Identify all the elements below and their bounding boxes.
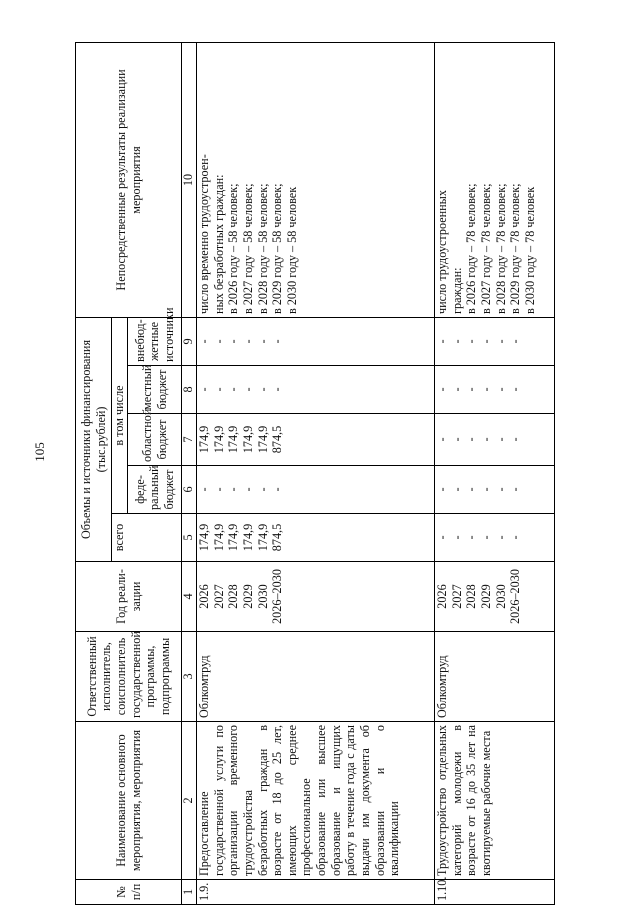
header-num: № п/п xyxy=(76,880,182,905)
federal-value: - xyxy=(478,487,493,492)
col-number: 3 xyxy=(182,632,197,722)
total-cell xyxy=(435,514,555,562)
federal-value: - xyxy=(493,487,508,492)
federal-cell xyxy=(435,466,555,514)
local-value: - xyxy=(493,387,508,392)
total-value: 174,9 xyxy=(211,523,226,552)
total-value: 874,5 xyxy=(270,523,285,552)
header-extra: внебюд-жетные источники xyxy=(128,317,182,365)
total-value: 174,9 xyxy=(226,523,241,552)
extra-cell xyxy=(435,317,555,365)
regional-value: 174,9 xyxy=(197,425,211,454)
extra-value: - xyxy=(270,339,285,344)
total-value: - xyxy=(449,535,464,540)
executor: Облкомтруд xyxy=(197,632,435,722)
federal-value: - xyxy=(226,487,241,492)
result-line: ных безработных граждан: xyxy=(211,174,226,314)
result-line: в 2029 году – 78 человек; xyxy=(508,183,523,314)
result-line: в 2027 году – 58 человек; xyxy=(240,183,255,314)
local-value: - xyxy=(226,387,241,392)
result-line: в 2029 году – 58 человек; xyxy=(270,183,285,314)
executor: Облкомтруд xyxy=(435,632,555,722)
extra-value: - xyxy=(449,339,464,344)
regional-value: - xyxy=(478,437,493,442)
result-line: число временно трудоустроен- xyxy=(197,154,211,314)
extra-value: - xyxy=(255,339,270,344)
regional-value: 174,9 xyxy=(255,425,270,454)
row-number: 1.10. xyxy=(435,880,555,905)
regional-value: 874,5 xyxy=(270,425,285,454)
header-year: Год реали-зации xyxy=(76,562,182,632)
col-number: 5 xyxy=(182,514,197,562)
extra-value: - xyxy=(211,339,226,344)
header-total: всего xyxy=(112,514,182,562)
event-name: Предоставление государственной услуги по организации временного трудоустройства безработных граждан в возрасте от 18 до 25 лет, имеющих среднее профессиональное образование или высшее образование и ищущих работу в течение года с даты выдачи им документа об образовании и о квалификации xyxy=(197,722,435,880)
page-number: 105 xyxy=(32,442,47,462)
total-value: - xyxy=(508,535,523,540)
table-header xyxy=(76,42,197,904)
year-value: 2026–2030 xyxy=(508,569,523,624)
regional-value: 174,9 xyxy=(240,425,255,454)
total-value: 174,9 xyxy=(240,523,255,552)
rotated-table-container xyxy=(75,43,640,905)
header-including: в том числе xyxy=(112,317,128,513)
result-line: число трудоустроенных xyxy=(435,190,449,314)
header-regional: областной бюджет xyxy=(128,414,182,466)
federal-value: - xyxy=(240,487,255,492)
table-row xyxy=(435,42,555,904)
result-line: в 2028 году – 78 человек; xyxy=(493,183,508,314)
federal-value: - xyxy=(435,487,449,492)
year-value: 2026–2030 xyxy=(270,569,285,624)
extra-value: - xyxy=(464,339,479,344)
extra-value: - xyxy=(226,339,241,344)
event-name: Трудоустройство отдельных категорий молодежи в возрасте от 16 до 35 лет на квотируемые рабочие места xyxy=(435,722,555,880)
extra-cell xyxy=(197,317,435,365)
local-value: - xyxy=(449,387,464,392)
total-value: - xyxy=(478,535,493,540)
col-number: 9 xyxy=(182,317,197,365)
regional-value: - xyxy=(449,437,464,442)
regional-value: 174,9 xyxy=(226,425,241,454)
result-line: в 2027 году – 78 человек; xyxy=(478,183,493,314)
year-value: 2029 xyxy=(240,584,255,609)
regional-value: - xyxy=(464,437,479,442)
years-cell xyxy=(197,562,435,632)
year-value: 2026 xyxy=(435,584,449,609)
col-number: 2 xyxy=(182,722,197,880)
extra-value: - xyxy=(435,339,449,344)
extra-value: - xyxy=(240,339,255,344)
results-cell xyxy=(197,42,435,317)
total-value: - xyxy=(435,535,449,540)
col-number: 1 xyxy=(182,880,197,905)
result-line: граждан: xyxy=(449,267,464,314)
col-number: 6 xyxy=(182,466,197,514)
table-row xyxy=(197,42,435,904)
result-line: в 2026 году – 78 человек; xyxy=(464,183,479,314)
col-number: 4 xyxy=(182,562,197,632)
year-value: 2028 xyxy=(464,584,479,609)
result-line: в 2030 году – 78 человек xyxy=(522,186,537,314)
years-cell xyxy=(435,562,555,632)
header-name: Наименование основного мероприятия, мероприятия xyxy=(76,722,182,880)
regional-value: - xyxy=(493,437,508,442)
year-value: 2027 xyxy=(211,584,226,609)
extra-value: - xyxy=(508,339,523,344)
total-value: - xyxy=(493,535,508,540)
results-cell xyxy=(435,42,555,317)
extra-value: - xyxy=(493,339,508,344)
local-value: - xyxy=(270,387,285,392)
federal-value: - xyxy=(255,487,270,492)
extra-value: - xyxy=(197,339,211,344)
header-executor: Ответственный исполнитель, соисполнитель государственной программы, подпрограммы xyxy=(76,632,182,722)
total-value: - xyxy=(464,535,479,540)
header-federal: феде-ральный бюджет xyxy=(128,466,182,514)
result-line: в 2026 году – 58 человек; xyxy=(226,183,241,314)
year-value: 2030 xyxy=(255,584,270,609)
local-cell xyxy=(435,366,555,414)
local-value: - xyxy=(508,387,523,392)
row-number: 1.9. xyxy=(197,880,435,905)
col-number: 8 xyxy=(182,366,197,414)
result-line: в 2028 году – 58 человек; xyxy=(255,183,270,314)
extra-value: - xyxy=(478,339,493,344)
local-value: - xyxy=(435,387,449,392)
federal-value: - xyxy=(508,487,523,492)
federal-value: - xyxy=(197,487,211,492)
federal-value: - xyxy=(270,487,285,492)
year-value: 2026 xyxy=(197,584,211,609)
local-value: - xyxy=(255,387,270,392)
federal-value: - xyxy=(464,487,479,492)
col-number: 7 xyxy=(182,414,197,466)
regional-cell xyxy=(435,414,555,466)
header-financing: Объемы и источники финансирования (тыс.рублей) xyxy=(76,317,112,561)
year-value: 2029 xyxy=(478,584,493,609)
regional-cell xyxy=(197,414,435,466)
year-value: 2027 xyxy=(449,584,464,609)
federal-value: - xyxy=(211,487,226,492)
financing-table xyxy=(75,42,555,905)
local-value: - xyxy=(240,387,255,392)
federal-value: - xyxy=(449,487,464,492)
year-value: 2028 xyxy=(226,584,241,609)
total-value: 174,9 xyxy=(197,523,211,552)
regional-value: - xyxy=(435,437,449,442)
local-value: - xyxy=(478,387,493,392)
regional-value: - xyxy=(508,437,523,442)
federal-cell xyxy=(197,466,435,514)
year-value: 2030 xyxy=(493,584,508,609)
header-results: Непосредственные результаты реализации мероприятия xyxy=(76,42,182,317)
column-numbers-row xyxy=(182,42,197,904)
result-line: в 2030 году – 58 человек xyxy=(284,186,299,314)
col-number: 10 xyxy=(182,42,197,317)
local-value: - xyxy=(211,387,226,392)
table-body xyxy=(197,42,555,904)
local-value: - xyxy=(464,387,479,392)
local-cell xyxy=(197,366,435,414)
regional-value: 174,9 xyxy=(211,425,226,454)
total-value: 174,9 xyxy=(255,523,270,552)
total-cell xyxy=(197,514,435,562)
local-value: - xyxy=(197,387,211,392)
header-local: местный бюджет xyxy=(128,366,182,414)
